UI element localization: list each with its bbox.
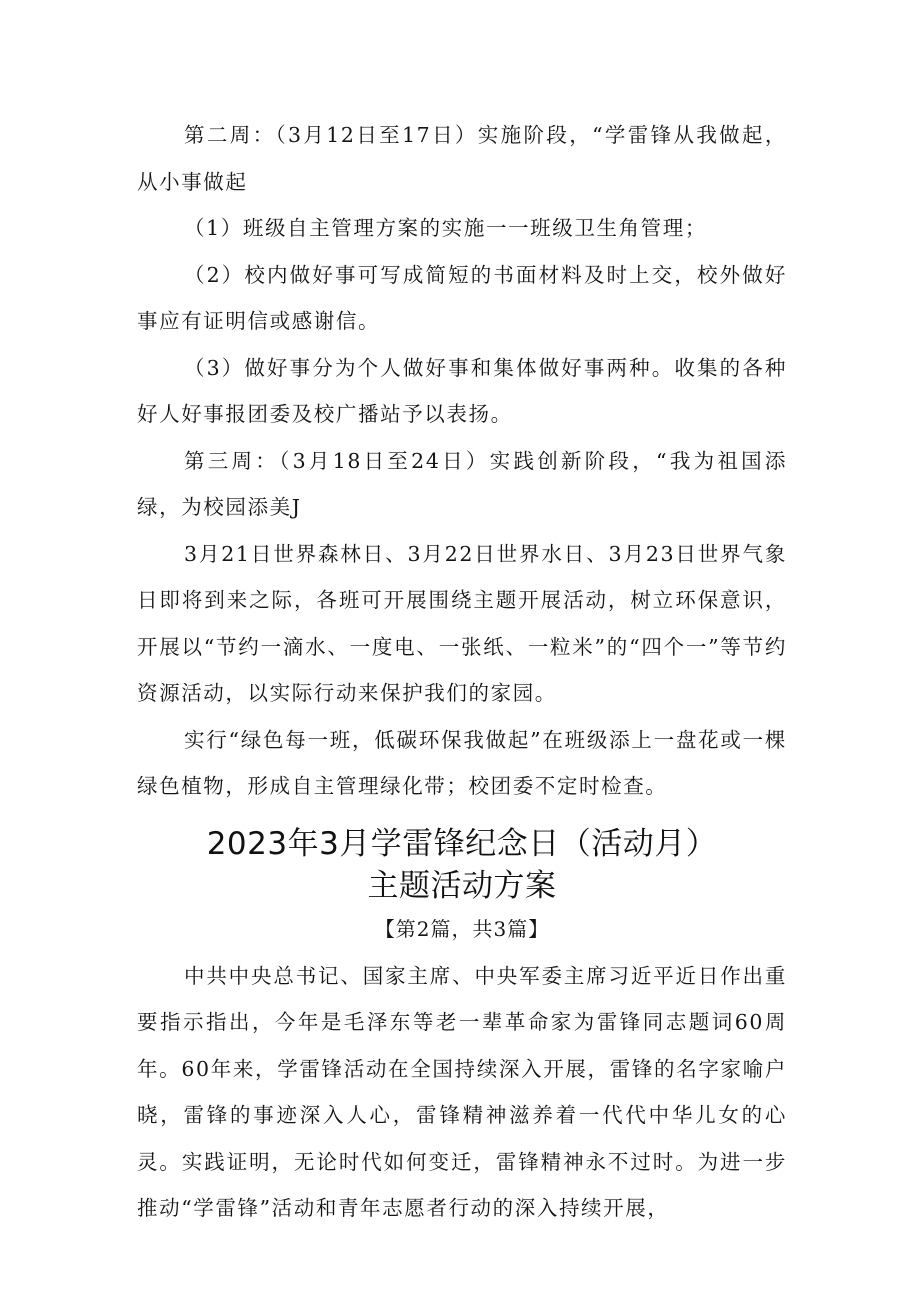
- paragraph-green-class: 实行“绿色每一班，低碳环保我做起”在班级添上一盘花或一棵绿色植物，形成自主管理绿化带；校团委不定时检查。: [137, 727, 787, 798]
- paragraph-item-3: （3）做好事分为个人做好事和集体做好事两种。收集的各种好人好事报团委及校广播站予以表扬。: [137, 355, 787, 426]
- title-line-2: 主题活动方案: [367, 867, 557, 904]
- paragraph-week3-intro: 第三周：（3月18日至24日）实践创新阶段，“我为祖国添绿，为校园添美J: [137, 448, 787, 519]
- paragraph-week2-intro: 第二周：（3月12日至17日）实施阶段，“学雷锋从我做起，从小事做起: [137, 123, 787, 194]
- document-title: [137, 824, 787, 907]
- paragraph-environment-days: 3月21日世界森林日、3月22日世界水日、3月23日世界气象日即将到来之际，各班可开展围绕主题开展活动，树立环保意识，开展以“节约一滴水、一度电、一张纸、一粒米”的“四个一”等节约资源活动，以实际行动来保护我们的家园。: [137, 541, 787, 705]
- paragraph-intro-speech: 中共中央总书记、国家主席、中央军委主席习近平近日作出重要指示指出，今年是毛泽东等老一辈革命家为雷锋同志题词60周年。60年来，学雷锋活动在全国持续深入开展，雷锋的名字家喻户晓，雷锋的事迹深入人心，雷锋精神滋养着一代代中华儿女的心灵。实践证明，无论时代如何变迁，雷锋精神永不过时。为进一步推动“学雷锋”活动和青年志愿者行动的深入持续开展，: [137, 963, 787, 1220]
- paragraph-item-2: （2）校内做好事可写成简短的书面材料及时上交，校外做好事应有证明信或感谢信。: [137, 262, 787, 333]
- title-line-1: 2023年3月学雷锋纪念日（活动月）: [206, 825, 718, 862]
- document-body: [137, 112, 787, 1232]
- part-indicator: 【第2篇，共3篇】: [374, 916, 550, 941]
- paragraph-item-1: （1）班级自主管理方案的实施一一班级卫生角管理；: [184, 216, 707, 240]
